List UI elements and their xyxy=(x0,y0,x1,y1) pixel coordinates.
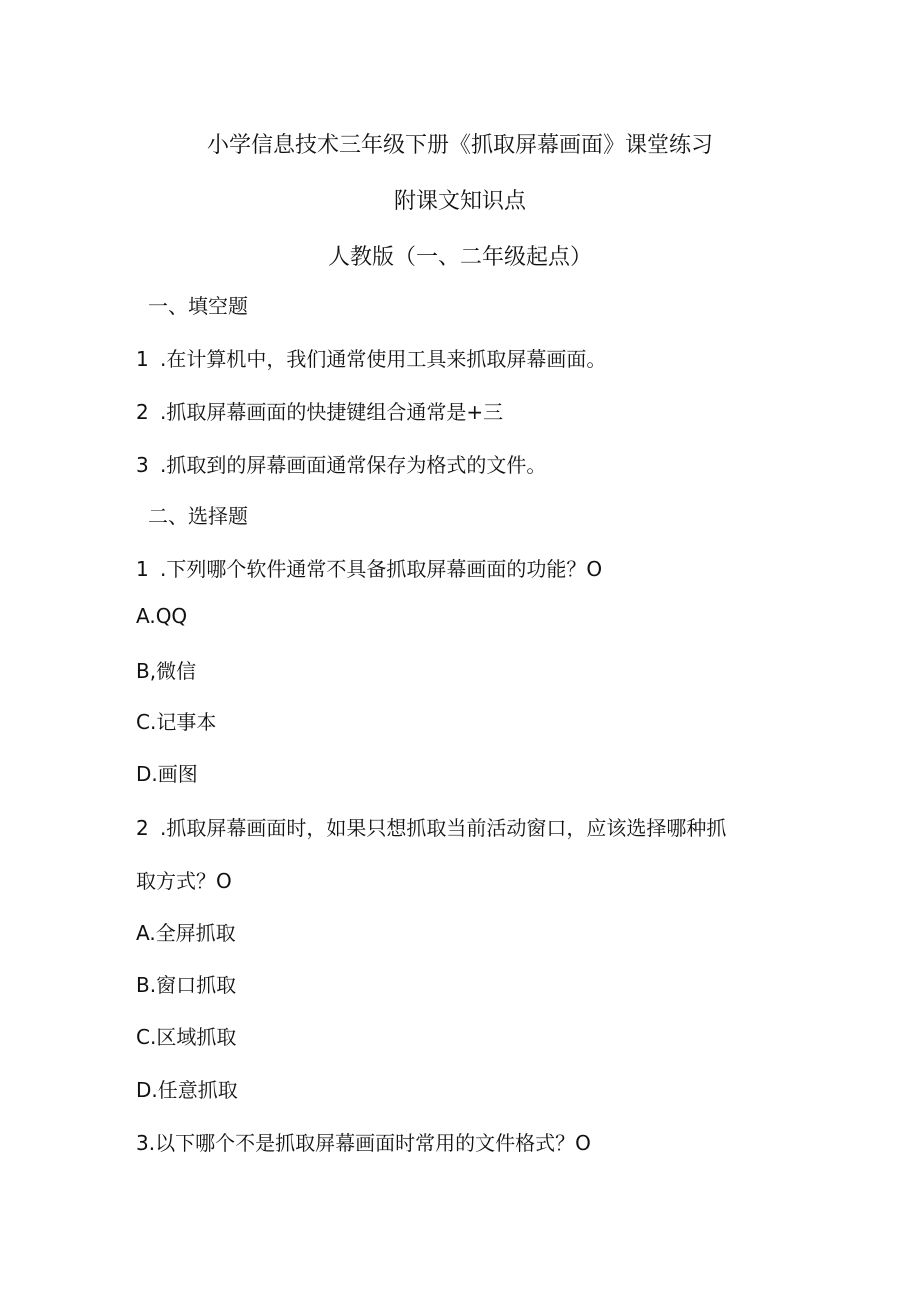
document-edition: 人教版（一、二年级起点） xyxy=(327,245,592,270)
fill-blank-question-2 xyxy=(136,396,503,425)
question-text: .抓取屏幕画面时，如果只想抓取当前活动窗口，应该选择哪种抓 xyxy=(160,816,727,840)
fill-blank-question-1 xyxy=(136,343,606,372)
document-subtitle: 附课文知识点 xyxy=(393,189,526,214)
choice-q1-option-b: B,微信 xyxy=(136,659,197,683)
question-text: .下列哪个软件通常不具备抓取屏幕画面的功能？O xyxy=(160,557,603,581)
fill-blank-question-3 xyxy=(136,449,546,478)
choice-q2-option-b: B.窗口抓取 xyxy=(136,973,237,997)
choice-question-3: 3.以下哪个不是抓取屏幕画面时常用的文件格式？O xyxy=(136,1131,591,1155)
choice-q2-option-c: C.区域抓取 xyxy=(136,1025,237,1049)
question-text: .抓取屏幕画面的快捷键组合通常是+三 xyxy=(160,400,504,424)
question-number: 3 xyxy=(136,453,149,477)
question-number: 1 xyxy=(136,557,149,581)
choice-question-2-continued: 取方式？O xyxy=(136,869,232,893)
choice-q1-option-d: D.画图 xyxy=(136,762,198,786)
choice-q1-option-c: C.记事本 xyxy=(136,710,217,734)
choice-question-1 xyxy=(136,553,602,582)
choice-q1-option-a: A.QQ xyxy=(136,604,188,628)
section-heading-fill-blank: 一、填空题 xyxy=(148,294,248,318)
question-number: 1 xyxy=(136,347,149,371)
question-text: .在计算机中，我们通常使用工具来抓取屏幕画面。 xyxy=(160,347,607,371)
question-number: 2 xyxy=(136,400,149,424)
section-heading-choice: 二、选择题 xyxy=(148,504,248,528)
question-number: 2 xyxy=(136,816,149,840)
document-title: 小学信息技术三年级下册《抓取屏幕画面》课堂练习 xyxy=(206,133,713,158)
question-text: .抓取到的屏幕画面通常保存为格式的文件。 xyxy=(160,453,547,477)
choice-question-2 xyxy=(136,812,726,841)
choice-q2-option-d: D.任意抓取 xyxy=(136,1078,238,1102)
choice-q2-option-a: A.全屏抓取 xyxy=(136,921,236,945)
